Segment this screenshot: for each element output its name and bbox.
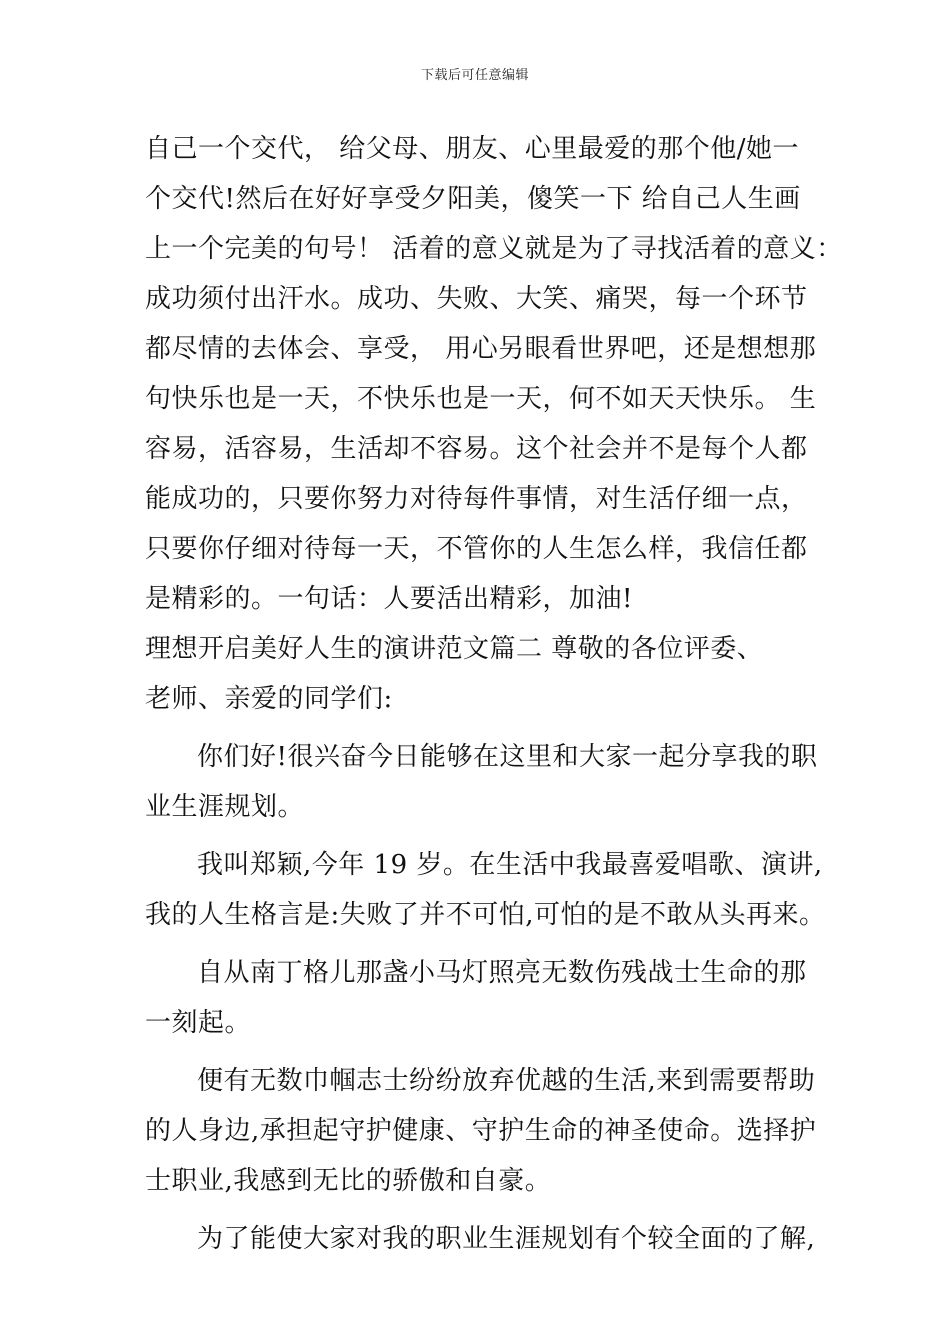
section-heading-line: 理想开启美好人生的演讲范文篇二 尊敬的各位评委、	[145, 634, 764, 664]
text-line: 是精彩的。一句话：人要活出精彩，加油!	[145, 584, 633, 614]
paragraph-line: 业生涯规划。	[145, 792, 305, 822]
paragraph-line: 自从南丁格儿那盏小马灯照亮无数伤残战士生命的那	[197, 958, 807, 988]
text-line: 个交代!然后在好好享受夕阳美，傻笑一下 给自己人生画	[145, 184, 801, 214]
page-header-note: 下载后可任意编辑	[420, 68, 529, 83]
text-line: 句快乐也是一天，不快乐也是一天，何不如天天快乐。 生	[145, 384, 817, 414]
paragraph-line: 为了能使大家对我的职业生涯规划有个较全面的了解,	[197, 1224, 816, 1254]
text-line: 成功须付出汗水。成功、失败、大笑、痛哭，每一个环节	[145, 284, 808, 314]
paragraph-line: 你们好!很兴奋今日能够在这里和大家一起分享我的职	[197, 742, 818, 772]
document-body	[145, 124, 843, 1264]
paragraph-line: 便有无数巾帼志士纷纷放弃优越的生活,来到需要帮助	[197, 1066, 816, 1096]
paragraph-line: 我叫郑颖,今年 19 岁。在生活中我最喜爱唱歌、演讲,	[197, 850, 823, 880]
paragraph-line: 的人身边,承担起守护健康、守护生命的神圣使命。选择护	[145, 1116, 817, 1146]
paragraph-line: 士职业,我感到无比的骄傲和自豪。	[145, 1166, 552, 1196]
text-line: 都尽情的去体会、享受， 用心另眼看世界吧，还是想想那	[145, 334, 817, 364]
text-line: 自己一个交代， 给父母、朋友、心里最爱的那个他/她一	[145, 134, 800, 164]
paragraph-line: 一刻起。	[145, 1008, 252, 1038]
text-line: 上一个完美的句号！ 活着的意义就是为了寻找活着的意义：	[145, 234, 843, 264]
text-line: 只要你仔细对待每一天，不管你的人生怎么样，我信任都	[145, 534, 808, 564]
paragraph-line: 我的人生格言是:失败了并不可怕,可怕的是不敢从头再来。	[145, 900, 826, 930]
text-line: 能成功的，只要你努力对待每件事情，对生活仔细一点，	[145, 484, 808, 514]
text-line: 容易，活容易，生活却不容易。这个社会并不是每个人都	[145, 434, 808, 464]
greeting-line: 老师、亲爱的同学们:	[145, 684, 393, 714]
